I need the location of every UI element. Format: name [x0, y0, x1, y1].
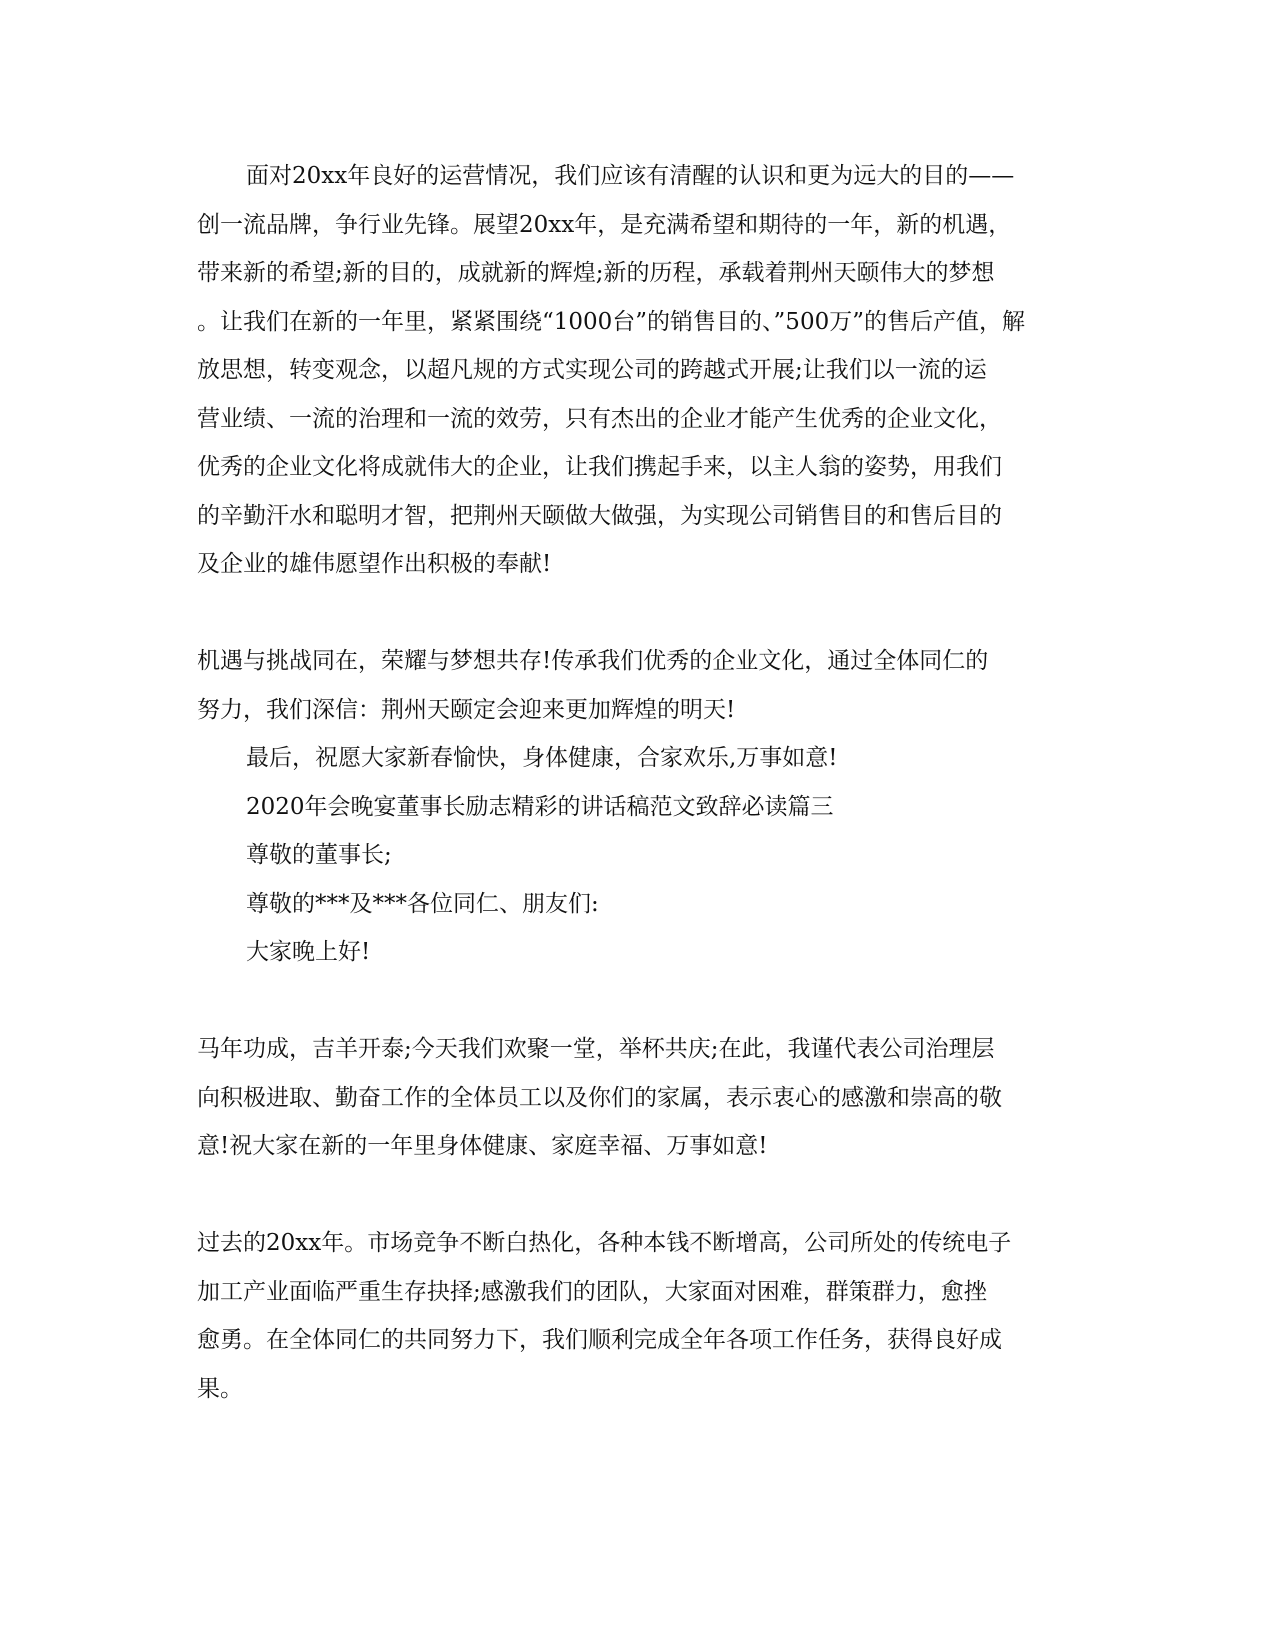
- text-line: 及企业的雄伟愿望作出积极的奉献!: [197, 551, 552, 577]
- paragraph-gap: [197, 977, 1077, 1026]
- text-line: 最后，祝愿大家新春愉快，身体健康，合家欢乐,万事如意!: [246, 745, 838, 771]
- text-line: 过去的20xx年。市场竞争不断白热化，各种本钱不断增高，公司所处的传统电子: [197, 1230, 1012, 1256]
- text-line: 营业绩、一流的治理和一流的效劳，只有杰出的企业才能产生优秀的企业文化，: [197, 405, 1002, 432]
- paragraph: [197, 1219, 1077, 1413]
- text-line: 努力，我们深信：荆州天颐定会迎来更加辉煌的明天!: [197, 696, 736, 723]
- text-line: 大家晚上好!: [246, 939, 371, 965]
- text-line: 向积极进取、勤奋工作的全体员工以及你们的家属，表示衷心的感激和崇高的敬: [197, 1084, 1002, 1111]
- text-line: 优秀的企业文化将成就伟大的企业，让我们携起手来，以主人翁的姿势，用我们: [197, 454, 1002, 480]
- text-line: 加工产业面临严重生存抉择;感激我们的团队，大家面对困难，群策群力，愈挫: [197, 1278, 987, 1305]
- text-line: 创一流品牌，争行业先锋。展望20xx年，是充满希望和期待的一年，新的机遇，: [197, 211, 1012, 238]
- text-line: 带来新的希望;新的目的，成就新的辉煌;新的历程，承载着荆州天颐伟大的梦想: [197, 260, 995, 286]
- text-line: 面对20xx年良好的运营情况，我们应该有清醒的认识和更为远大的目的——: [246, 163, 1015, 189]
- text-line: 放思想，转变观念，以超凡规的方式实现公司的跨越式开展;让我们以一流的运: [197, 357, 987, 383]
- text-line: 机遇与挑战同在，荣耀与梦想共存!传承我们优秀的企业文化，通过全体同仁的: [197, 648, 989, 674]
- paragraph: [197, 880, 1077, 929]
- paragraph: [197, 637, 1077, 734]
- paragraph: [197, 783, 1077, 832]
- text-line: 的辛勤汗水和聪明才智，把荆州天颐做大做强，为实现公司销售目的和售后目的: [197, 502, 1002, 529]
- text-line: 2020年会晚宴董事长励志精彩的讲话稿范文致辞必读篇三: [246, 793, 834, 820]
- text-line: 愈勇。在全体同仁的共同努力下，我们顺利完成全年各项工作任务，获得良好成: [197, 1327, 1002, 1353]
- text-line: 。让我们在新的一年里，紧紧围绕“1000台”的销售目的、”500万”的售后产值，解: [197, 308, 1025, 335]
- text-line: 意!祝大家在新的一年里身体健康、家庭幸福、万事如意!: [197, 1133, 768, 1159]
- paragraph: [197, 1025, 1077, 1171]
- text-line: 果。: [197, 1375, 243, 1402]
- text-line: 尊敬的***及***各位同仁、朋友们:: [246, 890, 599, 917]
- paragraph-gap: [197, 589, 1077, 638]
- paragraph: [197, 734, 1077, 783]
- document-body: [197, 152, 1077, 1413]
- paragraph-gap: [197, 1171, 1077, 1220]
- text-line: 尊敬的董事长;: [246, 842, 392, 868]
- paragraph: [197, 928, 1077, 977]
- text-line: 马年功成，吉羊开泰;今天我们欢聚一堂，举杯共庆;在此，我谨代表公司治理层: [197, 1036, 995, 1062]
- paragraph: [197, 831, 1077, 880]
- paragraph: [197, 152, 1077, 589]
